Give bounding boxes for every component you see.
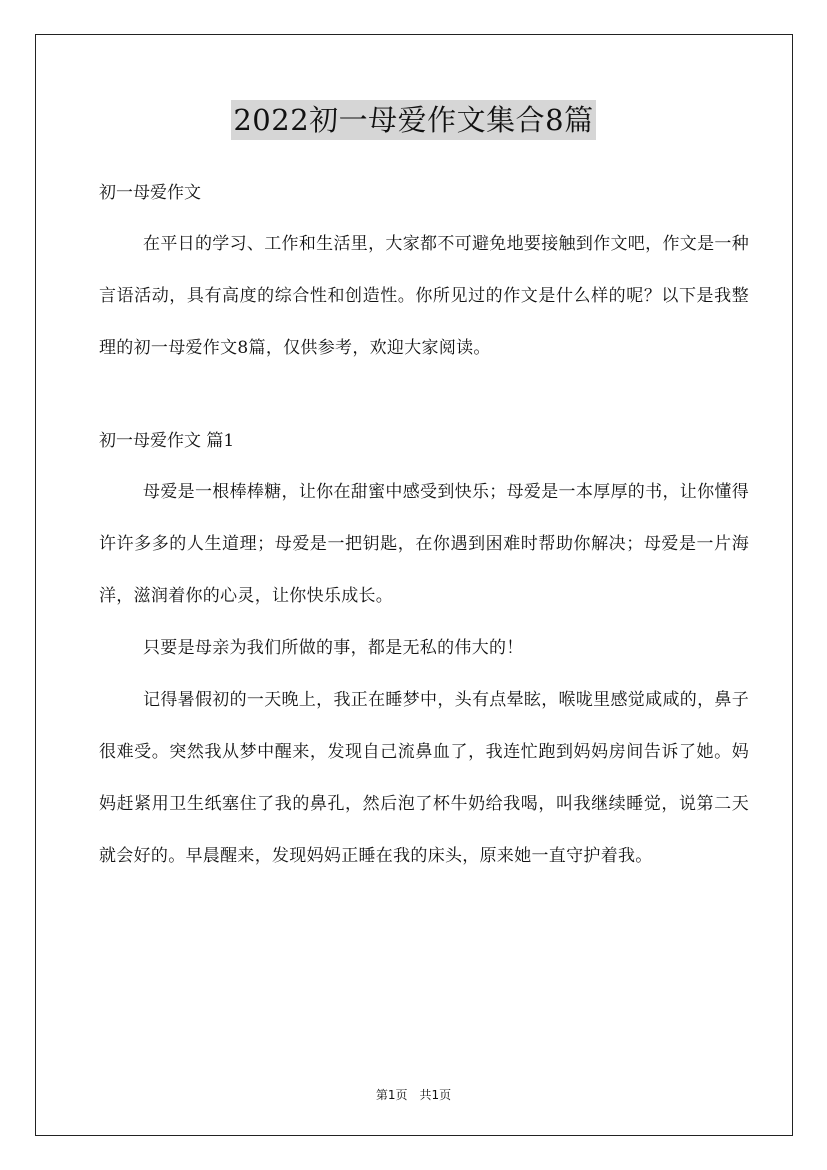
document-title: 2022初一母爱作文集合8篇 bbox=[231, 100, 595, 140]
section1-paragraph-2: 只要是母亲为我们所做的事，都是无私的伟大的！ bbox=[143, 638, 524, 658]
intro-paragraph: 在平日的学习、工作和生活里，大家都不可避免地要接触到作文吧，作文是一种言语活动，具有高度的综合性和创造性。你所见过的作文是什么样的呢？以下是我整理的初一母爱作文8篇，仅供参考，欢迎大家阅读。 bbox=[99, 234, 749, 358]
page-footer bbox=[0, 1086, 827, 1103]
section-spacer bbox=[99, 374, 749, 416]
title-container bbox=[0, 100, 827, 140]
document-body bbox=[99, 168, 749, 882]
section1-paragraph-3: 记得暑假初的一天晚上，我正在睡梦中，头有点晕眩，喉咙里感觉咸咸的，鼻子很难受。突然我从梦中醒来，发现自己流鼻血了，我连忙跑到妈妈房间告诉了她。妈妈赶紧用卫生纸塞住了我的鼻孔，然后泡了杯牛奶给我喝，叫我继续睡觉，说第二天就会好的。早晨醒来，发现妈妈正睡在我的床头，原来她一直守护着我。 bbox=[99, 690, 749, 866]
section1-heading: 初一母爱作文 篇1 bbox=[99, 431, 235, 451]
page-number-total: 共1页 bbox=[419, 1088, 452, 1102]
intro-heading: 初一母爱作文 bbox=[99, 183, 201, 203]
page-number-current: 第1页 bbox=[375, 1088, 408, 1102]
section1-paragraph-1: 母爱是一根棒棒糖，让你在甜蜜中感受到快乐；母爱是一本厚厚的书，让你懂得许许多多的人生道理；母爱是一把钥匙，在你遇到困难时帮助你解决；母爱是一片海洋，滋润着你的心灵，让你快乐成长。 bbox=[99, 482, 749, 606]
